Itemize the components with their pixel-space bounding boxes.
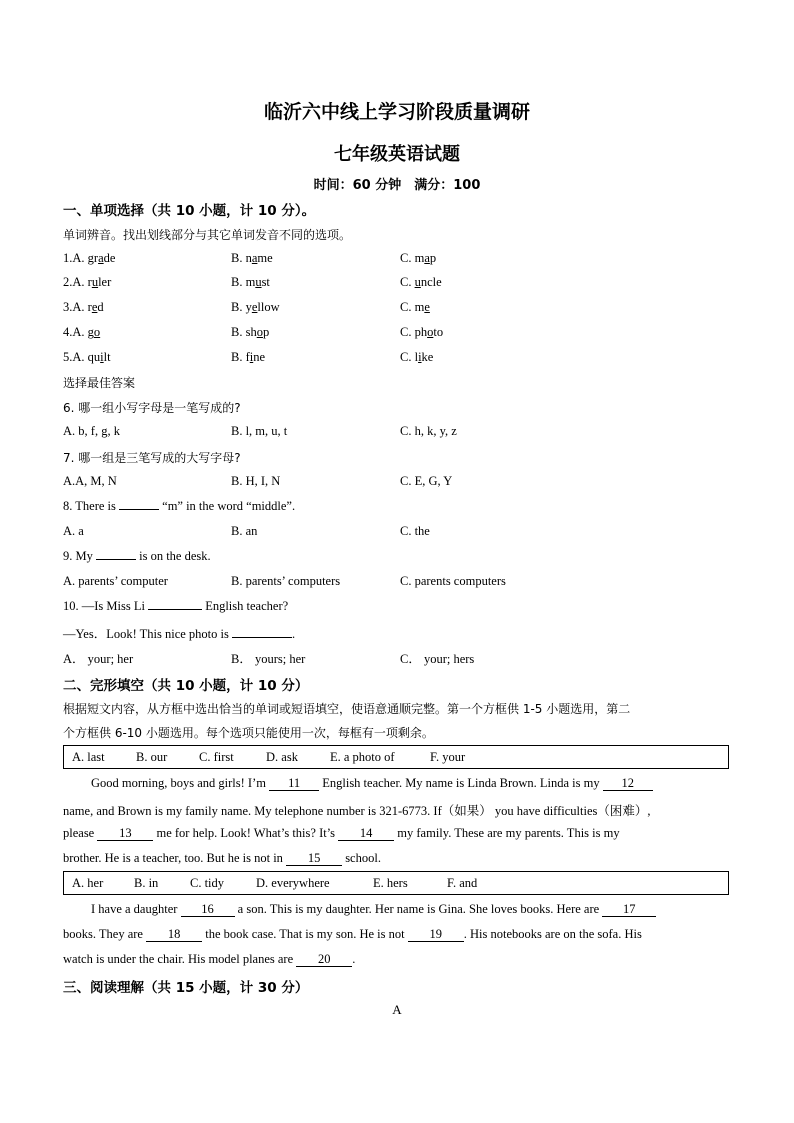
- q9-blank[interactable]: [96, 559, 136, 560]
- question-8: [63, 499, 295, 514]
- q6-option-a: A. b, f, g, k: [63, 424, 120, 438]
- passage2-text: .: [352, 952, 356, 966]
- underlined-letter: e: [251, 300, 258, 314]
- question-10: [63, 599, 288, 614]
- q10-option-c: C． your; hers: [400, 652, 475, 666]
- question-9: [63, 549, 211, 564]
- passage1-line-3: [63, 826, 731, 841]
- phonetic-q5-option-b: [231, 350, 265, 365]
- box1-option-f: F. your: [430, 750, 466, 764]
- question-6: 6. 哪一组小写字母是一笔写成的?: [63, 401, 241, 415]
- phonetic-q4-option-c: [400, 325, 443, 340]
- passage1-line-1: [91, 776, 759, 791]
- q8-text-pre: 8. There is: [63, 499, 116, 513]
- passage1-text: please: [63, 826, 95, 840]
- underlined-letter: o: [93, 325, 101, 339]
- reading-part-label: A: [392, 1002, 402, 1017]
- box2-option-c: C. tidy: [190, 876, 225, 890]
- section3-title: 三、阅读理解（共 15 小题，计 30 分）: [63, 980, 309, 996]
- q10-blank-2[interactable]: [232, 637, 292, 638]
- blank-13[interactable]: 13: [97, 827, 153, 841]
- passage2-text: the book case. That is my son. He is not: [205, 927, 405, 941]
- box1-option-a: A. last: [72, 750, 105, 764]
- option-text: de: [103, 251, 116, 265]
- q7-option-a: A.A, M, N: [63, 474, 117, 488]
- passage1-line-4: [63, 851, 731, 866]
- option-text: B. sh: [231, 325, 257, 339]
- cloze-instruction-1: 根据短文内容，从方框中选出恰当的单词或短语填空，使语意通顺完整。第一个方框供 1-5 小题选用，第二: [63, 702, 631, 716]
- phonetics-instruction: 单词辨音。找出划线部分与其它单词发音不同的选项。: [63, 228, 352, 242]
- option-text: 3.A. r: [63, 300, 92, 314]
- blank-17[interactable]: 17: [602, 903, 656, 917]
- box2-option-a: A. her: [72, 876, 104, 890]
- passage1-text: my family. These are my parents. This is my: [397, 826, 620, 840]
- phonetic-q3-option-a: [63, 300, 104, 315]
- word-box-1: [63, 745, 729, 769]
- box1-option-c: C. first: [199, 750, 234, 764]
- phonetic-q2-option-b: [231, 275, 270, 290]
- phonetic-q3-option-b: [231, 300, 280, 315]
- phonetic-q1-option-a: [63, 251, 115, 266]
- option-text: C. ph: [400, 325, 428, 339]
- option-text: p: [262, 325, 270, 339]
- box1-option-e: E. a photo of: [330, 750, 395, 764]
- passage1-text: school.: [345, 851, 381, 865]
- passage1-text: brother. He is a teacher, too. But he is not in: [63, 851, 283, 865]
- q8-option-b: B. an: [231, 524, 258, 538]
- blank-14[interactable]: 14: [338, 827, 394, 841]
- option-text: C. m: [400, 251, 425, 265]
- option-text: 1.A. gr: [63, 251, 99, 265]
- q10-text-pre: 10. —Is Miss Li: [63, 599, 145, 613]
- q8-option-c: C. the: [400, 524, 430, 538]
- option-text: B. f: [231, 350, 250, 364]
- underlined-letter: u: [414, 275, 421, 289]
- q10-blank-1[interactable]: [148, 609, 202, 610]
- q9-option-a: A. parents’ computer: [63, 574, 168, 588]
- underlined-letter: a: [424, 251, 430, 265]
- option-text: B. n: [231, 251, 252, 265]
- underlined-letter: e: [424, 300, 430, 314]
- passage1-text: me for help. Look! What’s this? It’s: [156, 826, 336, 840]
- box1-option-d: D. ask: [266, 750, 298, 764]
- underlined-letter: e: [91, 300, 98, 314]
- school-title: 临沂六中线上学习阶段质量调研: [263, 101, 530, 123]
- best-answer-instruction: 选择最佳答案: [63, 376, 136, 390]
- option-text: ke: [421, 350, 434, 364]
- passage2-text: watch is under the chair. His model planes are: [63, 952, 294, 966]
- phonetic-q3-option-c: [400, 300, 430, 315]
- box2-option-f: F. and: [447, 876, 478, 890]
- passage1-line-2: name, and Brown is my family name. My telephone number is 321-6773. If（如果） you have difficulties（困难）,: [63, 804, 651, 818]
- q8-blank[interactable]: [119, 509, 159, 510]
- underlined-letter: o: [256, 325, 263, 339]
- underlined-letter: o: [427, 325, 434, 339]
- cloze-instruction-2: 个方框供 6-10 小题选用。每个选项只能使用一次，每框有一项剩余。: [63, 726, 434, 740]
- phonetic-q2-option-c: [400, 275, 442, 290]
- question-10-line-2: [63, 624, 295, 642]
- option-text: 2.A. r: [63, 275, 92, 289]
- passage2-text: I have a daughter: [91, 902, 178, 916]
- section1-title: 一、单项选择（共 10 小题，计 10 分）。: [63, 203, 316, 219]
- passage1-text: English teacher. My name is Linda Brown. Linda is my: [322, 776, 600, 790]
- underlined-letter: i: [418, 350, 422, 364]
- q9-text-post: is on the desk.: [139, 549, 211, 563]
- blank-19[interactable]: 19: [408, 928, 464, 942]
- q7-option-c: C. E, G, Y: [400, 474, 453, 488]
- section2-title: 二、完形填空（共 10 小题，计 10 分）: [63, 678, 309, 694]
- passage2-line-2: [63, 927, 731, 942]
- phonetic-q1-option-b: [231, 251, 273, 266]
- subject-title: 七年级英语试题: [334, 144, 460, 165]
- q7-option-b: B. H, I, N: [231, 474, 281, 488]
- option-text: B. m: [231, 275, 256, 289]
- phonetic-q2-option-a: [63, 275, 111, 290]
- q10-text-post: English teacher?: [205, 599, 289, 613]
- blank-11[interactable]: 11: [269, 777, 319, 791]
- box2-option-e: E. hers: [373, 876, 408, 890]
- q8-option-a: A. a: [63, 524, 84, 538]
- option-text: ncle: [420, 275, 442, 289]
- option-text: p: [429, 251, 437, 265]
- blank-15[interactable]: 15: [286, 852, 342, 866]
- underlined-letter: u: [255, 275, 262, 289]
- q10b-text-pre: —Yes．Look! This nice photo is: [63, 627, 229, 641]
- phonetic-q4-option-b: [231, 325, 269, 340]
- blank-18[interactable]: 18: [146, 928, 202, 942]
- passage1-text: Good morning, boys and girls! I’m: [91, 776, 266, 790]
- blank-16[interactable]: 16: [181, 903, 235, 917]
- passage2-line-1: [91, 902, 759, 917]
- q9-text-pre: 9. My: [63, 549, 93, 563]
- passage2-line-3: [63, 952, 731, 967]
- underlined-letter: a: [251, 251, 258, 265]
- q9-option-c: C. parents computers: [400, 574, 506, 588]
- option-text: me: [257, 251, 273, 265]
- question-7: 7. 哪一组是三笔写成的大写字母?: [63, 451, 241, 465]
- option-text: C.: [400, 275, 415, 289]
- q10-option-b: B． yours; her: [231, 652, 306, 666]
- option-text: C. m: [400, 300, 425, 314]
- option-text: C. l: [400, 350, 419, 364]
- box1-option-b: B. our: [136, 750, 168, 764]
- passage2-text: books. They are: [63, 927, 143, 941]
- q10b-text-post: .: [292, 627, 296, 641]
- option-text: ne: [253, 350, 266, 364]
- q9-option-b: B. parents’ computers: [231, 574, 341, 588]
- underlined-letter: i: [249, 350, 254, 364]
- underlined-letter: u: [91, 275, 99, 289]
- option-text: st: [261, 275, 270, 289]
- word-box-2: [63, 871, 729, 895]
- passage2-text: . His notebooks are on the sofa. His: [463, 927, 642, 941]
- box2-option-b: B. in: [134, 876, 159, 890]
- passage2-text: a son. This is my daughter. Her name is Gina. She loves books. Here are: [237, 902, 600, 916]
- q6-option-c: C. h, k, y, z: [400, 424, 457, 438]
- phonetic-q5-option-a: [63, 350, 111, 365]
- option-text: ler: [98, 275, 112, 289]
- phonetic-q1-option-c: [400, 251, 436, 266]
- underlined-letter: i: [100, 350, 104, 364]
- option-text: llow: [257, 300, 280, 314]
- option-text: B. y: [231, 300, 252, 314]
- phonetic-q4-option-a: [63, 325, 100, 340]
- option-text: d: [97, 300, 104, 314]
- blank-12[interactable]: 12: [603, 777, 653, 791]
- blank-20[interactable]: 20: [296, 953, 352, 967]
- option-text: 5.A. qu: [63, 350, 101, 364]
- option-text: to: [433, 325, 444, 339]
- option-text: lt: [103, 350, 111, 364]
- q6-option-b: B. l, m, u, t: [231, 424, 288, 438]
- option-text: 4.A. g: [63, 325, 94, 339]
- box2-option-d: D. everywhere: [256, 876, 330, 890]
- q10-option-a: A． your; her: [63, 652, 134, 666]
- underlined-letter: a: [98, 251, 104, 265]
- q8-text-post: “m” in the word “middle”.: [162, 499, 296, 513]
- exam-meta: 时间：60 分钟 满分：100: [313, 178, 481, 193]
- phonetic-q5-option-c: [400, 350, 433, 365]
